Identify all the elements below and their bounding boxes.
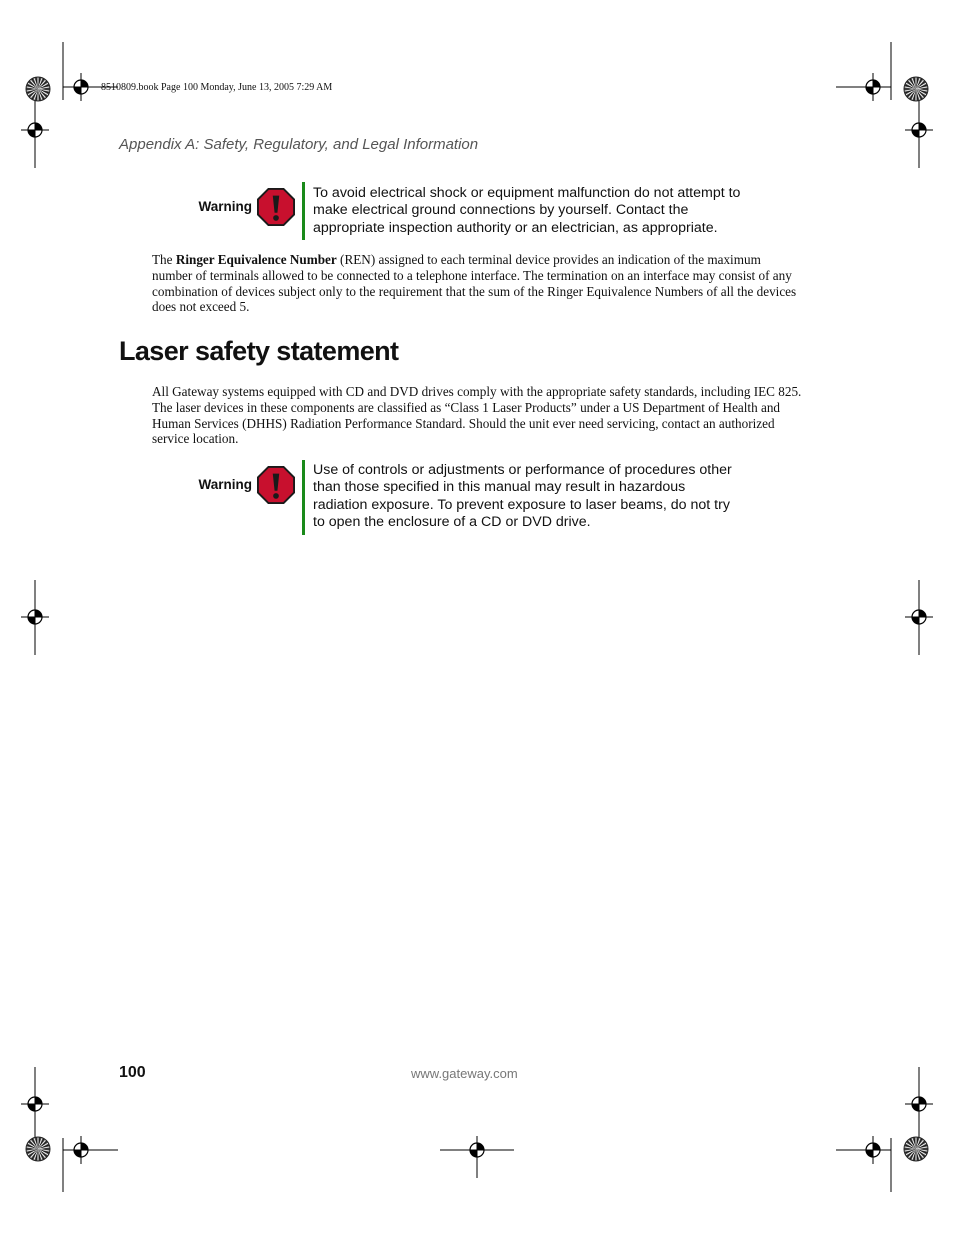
print-slug: 8510809.book Page 100 Monday, June 13, 2005 7:29 AM <box>101 82 333 93</box>
section-heading: Laser safety statement <box>119 336 399 366</box>
warning-icon <box>257 466 295 504</box>
warning-text: To avoid electrical shock or equipment malfunction do not attempt to make electrical ground connections by yourself. Contact the appropriate inspection authority or an electrician, as appropriate. <box>313 185 741 236</box>
registration-mark-icon <box>463 1136 491 1164</box>
registration-mark-icon <box>905 1090 933 1118</box>
warning-icon <box>257 188 295 226</box>
registration-mark-icon <box>21 1090 49 1118</box>
warning-label: Warning <box>198 477 252 492</box>
ren-body-text: (REN) assigned to each terminal device provides an indication of the maximum number of terminals allowed to be connected to a telephone interface. The termination on an interface may consist of any combination of devices subject only to the requirement that the sum of the Ringer Equivalence Numbers of all the devices does not exceed 5. <box>152 252 797 315</box>
registration-mark-icon <box>67 1136 95 1164</box>
warning-bar <box>302 460 305 535</box>
ren-lead-text: The <box>152 252 176 267</box>
ren-term: Ringer Equivalence Number <box>175 252 337 267</box>
running-head: Appendix A: Safety, Regulatory, and Legal Information <box>119 136 479 153</box>
color-target-icon <box>904 1137 928 1161</box>
color-target-icon <box>904 77 928 101</box>
page-number: 100 <box>119 1064 146 1081</box>
footer-url: www.gateway.com <box>411 1066 518 1081</box>
color-target-icon <box>26 1137 50 1161</box>
registration-mark-icon <box>21 603 49 631</box>
registration-mark-icon <box>859 1136 887 1164</box>
registration-mark-icon <box>21 116 49 144</box>
warning-text: Use of controls or adjustments or performance of procedures other than those specified in this manual may result in hazardous radiation exposure. To prevent exposure to laser beams, do not try to open the enclosure of a CD or DVD drive. <box>313 462 732 530</box>
registration-mark-icon <box>905 116 933 144</box>
registration-mark-icon <box>905 603 933 631</box>
ren-paragraph <box>152 252 802 315</box>
warning-bar <box>302 182 305 240</box>
registration-mark-icon <box>67 73 95 101</box>
registration-mark-icon <box>859 73 887 101</box>
laser-paragraph: All Gateway systems equipped with CD and DVD drives comply with the appropriate safety standards, including IEC 825. The laser devices in these components are classified as “Class 1 Laser Products” under a US Department of Health and Human Services (DHHS) Radiation Performance Standard. Should the unit ever need servicing, contact an authorized service location. <box>152 384 802 447</box>
color-target-icon <box>26 77 50 101</box>
warning-label: Warning <box>198 199 252 214</box>
